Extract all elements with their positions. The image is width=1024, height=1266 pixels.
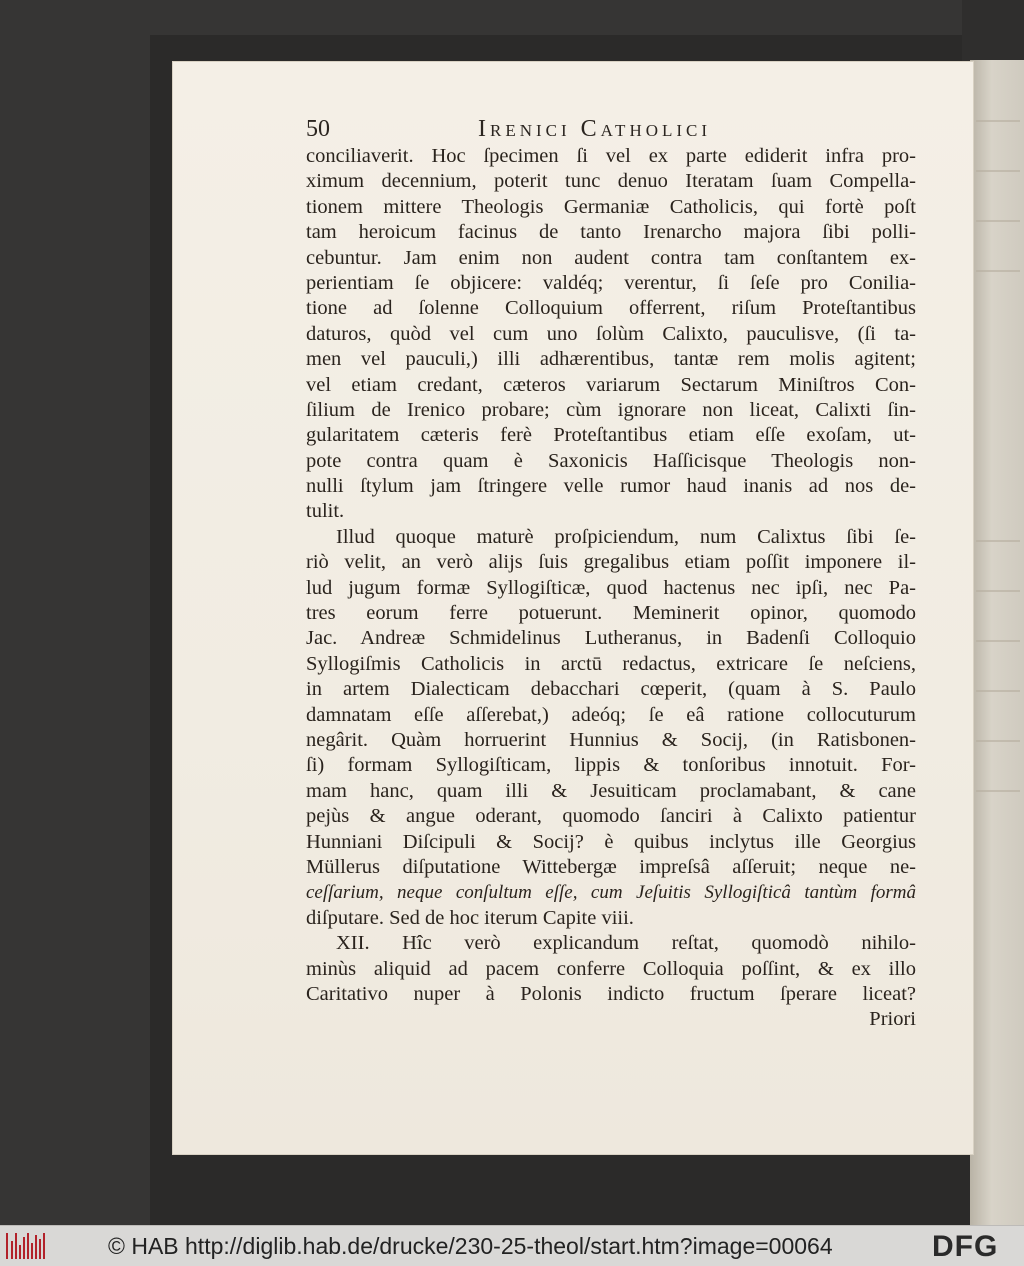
text-line: Jac. Andreæ Schmidelinus Lutheranus, in Badenſi Colloquio: [306, 627, 916, 650]
text-line: XII. Hîc verò explicandum reſtat, quomodò nihilo-: [336, 932, 916, 955]
text-line: nulli ſtylum jam ſtringere velle rumor haud inanis ad nos de-: [306, 475, 916, 498]
text-line: tulit.: [306, 500, 345, 523]
text-line: Caritativo nuper à Polonis indicto fructum ſperare liceat?: [306, 982, 916, 1005]
text-line: ſi) formam Syllogiſticam, lippis & tonſoribus innotuit. For-: [306, 754, 916, 777]
footer-bar: [0, 1225, 1024, 1266]
scan-edge-dark: [962, 0, 1024, 62]
text-line: Müllerus diſputatione Wittebergæ impreſsâ aſſeruit; neque ne-: [306, 855, 916, 878]
text-line: pote contra quam è Saxonicis Haſſicisque Theologis non-: [306, 449, 916, 472]
text-line: lud jugum formæ Syllogiſticæ, quod hactenus nec ipſi, nec Pa-: [306, 576, 916, 599]
text-line: ximum decennium, poterit tunc denuo Iteratam ſuam Compella-: [306, 170, 916, 193]
text-line: perientiam ſe objicere: valdéq; verentur, ſi ſeſe pro Conilia-: [306, 271, 916, 294]
dfg-logo: DFG: [932, 1230, 999, 1263]
text-line: minùs aliquid ad pacem conferre Colloquia poſſint, & ex illo: [306, 957, 916, 980]
text-line: Hunniani Diſcipuli & Socij? è quibus inclytus ille Georgius: [306, 830, 916, 853]
text-line: men vel pauculi,) illi adhærentibus, tantæ rem molis agitent;: [306, 348, 916, 371]
text-line: in artem Dialecticam debacchari cœperit, (quam à S. Paulo: [306, 678, 916, 701]
text-line: tres eorum ferre potuerunt. Meminerit opinor, quomodo: [306, 602, 916, 625]
text-line: gularitatem cæteris ferè Proteſtantibus etiam eſſe exoſam, ut-: [306, 424, 916, 447]
text-line: cebuntur. Jam enim non audent contra tam conſtantem ex-: [306, 246, 916, 269]
body-text: [306, 144, 916, 1033]
text-line: vel etiam credant, cæteros variarum Sectarum Miniſtros Con-: [306, 373, 916, 396]
catchword: Priori: [869, 1008, 916, 1031]
text-line: ceſſarium, neque conſultum eſſe, cum Jeſuitis Syllogiſticâ tantùm formâ: [306, 882, 916, 904]
text-line: riò velit, an verò alijs ſuis gregalibus etiam poſſit imponere il-: [306, 551, 916, 574]
text-line: negârit. Quàm horruerint Hunnius & Socij, (in Ratisbonen-: [306, 728, 916, 751]
source-url[interactable]: © HAB http://diglib.hab.de/drucke/230-25-theol/start.htm?image=00064: [108, 1233, 833, 1259]
text-line: Illud quoque maturè proſpiciendum, num Calixtus ſibi ſe-: [336, 525, 916, 548]
text-line: ſilium de Irenico probare; cùm ignorare non liceat, Calixti ſin-: [306, 398, 916, 421]
text-line: diſputare. Sed de hoc iterum Capite viii.: [306, 906, 634, 929]
text-line: tione ad ſolenne Colloquium offerrent, riſum Proteſtantibus: [306, 297, 916, 320]
text-line: conciliaverit. Hoc ſpecimen ſi vel ex parte ediderit infra pro-: [306, 145, 916, 167]
page-number: 50: [306, 116, 330, 142]
text-line: pejùs & angue oderant, quomodo ſanciri à Calixto patientur: [306, 805, 916, 828]
text-line: daturos, quòd vel cum uno ſolùm Calixto, pauculisve, (ſi ta-: [306, 322, 916, 345]
text-line: damnatam eſſe aſſerebat,) adeóq; ſe eâ ratione collocuturum: [306, 703, 916, 726]
text-line: tam heroicum facinus de tanto Irenarcho majora ſibi polli-: [306, 221, 916, 244]
facing-page-edge: [970, 60, 1024, 1225]
running-head: [306, 116, 906, 146]
text-line: tionem mittere Theologis Germaniæ Catholicis, qui fortè poſt: [306, 195, 916, 218]
text-line: Syllogiſmis Catholicis in arctū redactus, extricare ſe neſciens,: [306, 652, 916, 675]
running-title: Irenici Catholici: [478, 116, 712, 142]
text-line: mam hanc, quam illi & Jesuiticam proclamabant, & cane: [306, 779, 916, 802]
book-page: [173, 62, 973, 1154]
hab-barcode-icon: [6, 1233, 46, 1259]
